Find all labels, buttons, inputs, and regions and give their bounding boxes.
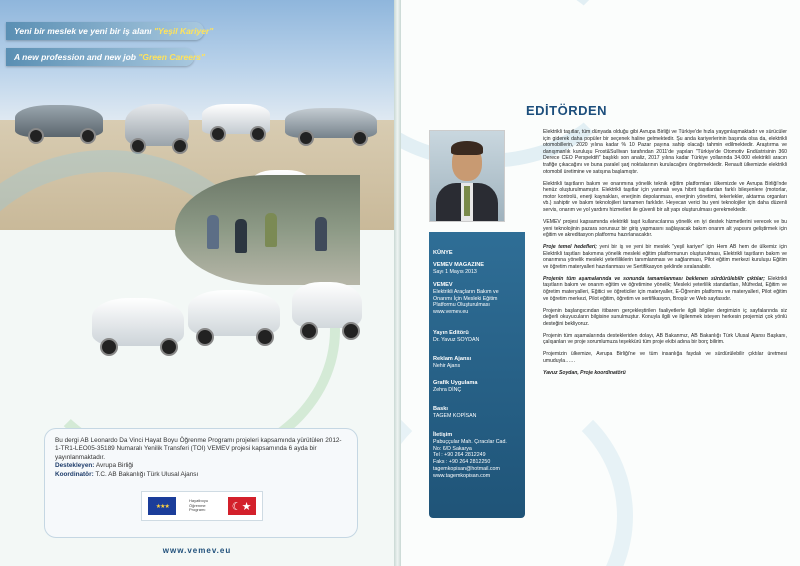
wheel-icon: [298, 130, 314, 146]
website-url[interactable]: www.vemev.eu: [162, 546, 232, 555]
masthead-heading: Yayın Editörü: [433, 330, 469, 336]
masthead-entry: [433, 330, 523, 344]
publication-info-text: [55, 437, 347, 479]
masthead-sidebar: [429, 232, 525, 518]
masthead-heading: VEMEV MAGAZINE: [433, 262, 484, 268]
editorial-paragraph: Projemizin ülkemize, Avrupa Birliği'ne ve tüm insanlığa faydalı ve sürdürülebilir çıktılar üretmesi umuduyla……: [543, 351, 787, 364]
sponsor-value: Avrupa Birliği: [94, 462, 134, 470]
masthead-line: Onarımı İçin Mesleki Eğitim: [433, 295, 498, 302]
outputs-lead: Projenin tüm aşamalarında ve sonunda tamamlanması beklenen sürdürülebilir çıktılar;: [543, 275, 765, 282]
goals-lead: Proje temel hedefleri;: [543, 244, 598, 251]
masthead-entry: [433, 406, 523, 420]
goals-text: yeni bir iş ve yeni bir meslek "yeşil kariyer" için Hem AB hem de ülkemiz için Elektrikli taşıtları bakımına yönelik mesleki eğitim platformunun oluşturulması, Elektrikli taşıtların bakım ve onarımına yönelik mesleki yeterliliklerin tanımlanması ve sağlanması, Pilot eğitim merkezi kuruluşu Eğitim ve öğretim materyalleri hazırlanması ve Sertifikasyon şeklinde sıralanabilir.: [543, 244, 787, 270]
coordinator-label: Koordinatör:: [55, 470, 94, 478]
wheel-icon: [352, 130, 368, 146]
outputs-text: Elektrikli taşıtların bakım ve onarım eğitim ve öğretimine yönelik; Mesleki yeterlilik standartları, Müfredat, Eğitim ve öğretim materyalleri, Eğitici ve öğreticiler için materyaller, E-Öğrenim platformu ve materyalleri, Pilot eğitim ve öğretim merkezi, Pilot eğitim, öğretim ve sertifikasyon, Broşür ve Web sayfasıdır.: [543, 275, 787, 302]
editorial-paragraph: Elektrikli taşıtlar, tüm dünyada olduğu gibi Avrupa Birliği ve Türkiye'de hızla yaygınlaşmaktadır ve sürücüler için giderek daha popüler bir seçenek haline gelmektedir. Şu anda kariyerlerinin başında olsa da, elektrikli otomobillerin, 2020 yılına kadar % 10 Pazar payına sahip olacağı tahmin edilmektedir. Araştırma ve danışmanlık kuruluşu Frost&Sullivan tarafından 2011'de yapılan "Türkiye'de Otomotiv Endüstrisinin 360 Derece CEO Perspektifi" başlıklı son analiz, 2017 yılına kadar Türkiye yollarında 34.000 elektrikli aracın trafiğe çıkacağını ve buna paralel şarj noktalarının kurulacağını öngörmektedir. Renault ülkemizde elektrikli otomobil üretimine ve satışına başlamıştır.: [543, 129, 787, 175]
masthead-line: Elektrikli Araçların Bakım ve: [433, 288, 499, 295]
banner-turkish-prefix: Yeni bir meslek ve yeni bir iş alanı: [14, 26, 155, 36]
editorial-paragraph: [543, 276, 787, 302]
portrait-hair: [451, 141, 483, 155]
publication-info-panel: [44, 428, 358, 538]
wheel-icon: [80, 128, 96, 144]
portrait-tie: [464, 186, 470, 216]
editorial-paragraph: VEMEV projesi kapsamında elektrikli taşıt kullanıcılarına yönelik en iyi destek hizmetlerini verecek ve bu yeni teknolojinin pazara sorunsuz bir giriş yapmasını sağlayacak bakım onarım alt yapısını geliştirmek için eğitim ve akreditasyon platformu hazırlanacaktır.: [543, 218, 787, 239]
sponsor-label: Destekleyen:: [55, 462, 95, 470]
masthead-heading: İletişim: [433, 432, 453, 438]
masthead-line: Zehra DİNÇ: [433, 386, 462, 393]
wheel-icon: [256, 328, 274, 346]
masthead-heading: Grafik Uygulama: [433, 380, 478, 386]
turkey-flag-icon: ☾★: [228, 497, 256, 515]
masthead-heading: KÜNYE: [433, 250, 453, 256]
masthead-line: Pabuççular Mah. Çıracılar Cad.: [433, 438, 507, 445]
sponsor-logos: [141, 491, 263, 521]
sponsor-line: [55, 462, 347, 470]
person-figure: [207, 215, 219, 249]
masthead-line: Tel : +90 264 2812249: [433, 452, 486, 459]
banner-turkish-highlight: "Yeşil Kariyer": [154, 26, 214, 36]
editorial-paragraph: [543, 244, 787, 270]
wheel-icon: [342, 322, 360, 340]
masthead-heading: Baskı: [433, 406, 448, 412]
masthead-line: Dr. Yavuz SOYDAN: [433, 336, 480, 343]
masthead-entry: [433, 356, 523, 370]
masthead-line: www.tagemkopisan.com: [433, 472, 491, 479]
banner-english: [6, 48, 206, 66]
masthead-line: Sayı 1 Mayıs 2013: [433, 268, 477, 275]
masthead-entry: [433, 262, 523, 276]
banner-turkish: [6, 22, 214, 40]
editorial-paragraph: Projenin başlangıcından itibaren gerçekleştirilen faaliyetlerle ilgili bilgiler dergimizin iç sayfalarında siz değerli okuyucuların bilgisine sunulmuştur. Konuyla ilgili ve ilgilenmek isteyen herkesin projemizi çok yönlü desteğini bekliyoruz.: [543, 307, 787, 327]
editorial-body: [543, 129, 787, 382]
banner-english-highlight: "Green Careers": [138, 52, 206, 62]
page-title: EDİTÖRDEN: [526, 103, 608, 118]
wheel-icon: [196, 328, 214, 346]
coordinator-value: T.C. AB Bakanlığı Türk Ulusal Ajansı: [93, 470, 199, 478]
editorial-paragraph: Elektrikli taşıtların bakım ve onarımına yönelik teknik eğitim platformları ülkemizde ve Avrupa Birliği'nde henüz oluşturulmamıştır. Elektrikli taşıtlar için yanmalı veya hibrit taşıtlardan farklı bileşenlere (motorlar, motor kontrolü, enerji kaynakları, enerjinin depolanması, enerjinin yönetimi, tekerlekler, aktarma organları vb.) sahiptir ve bakım teknolojileri tamamen farklıdır. Heyecan verici bu yeni teknolojiler için daha düzenli servis, onarım ve yol yardımı hizmetleri ile güvenli bir alt yapı oluşturulması gerekmektedir.: [543, 180, 787, 213]
editorial-paragraph: Projenin tüm aşamalarında destekleriden dolayı, AB Bakanmız, AB Bakanlığı Türk Ulusal Ajansı Başkanı, çalışanları ve proje sorumlumuza teşekkürü tüm proje ekibi adına bir borç bilirim.: [543, 332, 787, 346]
wheel-icon: [300, 322, 318, 340]
wheel-icon: [100, 338, 118, 356]
street-scene-photo: [175, 175, 360, 285]
masthead-entry: [433, 282, 523, 316]
masthead-line: Platformu Oluşturulması: [433, 302, 490, 309]
masthead-entry: [433, 432, 523, 480]
wheel-icon: [160, 338, 178, 356]
masthead-heading: VEMEV: [433, 282, 453, 288]
editor-portrait: [429, 130, 505, 222]
masthead-line: tagemkopisan@hotmail.com: [433, 465, 500, 472]
person-figure: [265, 213, 277, 247]
eu-flag-icon: ★★★: [148, 497, 176, 515]
editorial-page-right: [401, 0, 800, 566]
publication-info-paragraph: Bu dergi AB Leonardo Da Vinci Hayat Boyu Öğrenme Programı projeleri kapsamında yürütülen 2012-1-TR1-LEO05-35189 Numaralı Yenilik Transferi (TOI) VEMEV projesi kapsamında 6 ayda bir yayınlanmaktadır.: [55, 437, 342, 461]
person-figure: [235, 219, 247, 253]
cover-page-left: [0, 0, 394, 566]
masthead-entry: [433, 250, 523, 257]
masthead-line: TAGEM KOPİSAN: [433, 412, 477, 419]
lifelong-learning-logo: Hayatboyu Öğrenme Programı: [188, 498, 209, 513]
wheel-icon: [172, 138, 188, 154]
masthead-line: No: 6/D Sakarya: [433, 445, 472, 452]
masthead-line: Faks : +90 264 2812250: [433, 459, 491, 466]
signature: Yavuz Soydan, Proje koordinatörü: [543, 369, 626, 376]
banner-english-prefix: A new profession and new job: [14, 52, 139, 62]
wheel-icon: [210, 126, 226, 142]
masthead-heading: Reklam Ajansı: [433, 356, 472, 362]
masthead-entry: [433, 380, 523, 394]
coordinator-line: [55, 471, 347, 479]
masthead-line: www.vemev.eu: [433, 309, 469, 316]
masthead-line: Nehir Ajans: [433, 362, 461, 369]
page-gutter: [394, 0, 401, 566]
wheel-icon: [250, 126, 266, 142]
person-figure: [315, 217, 327, 251]
wheel-icon: [28, 128, 44, 144]
